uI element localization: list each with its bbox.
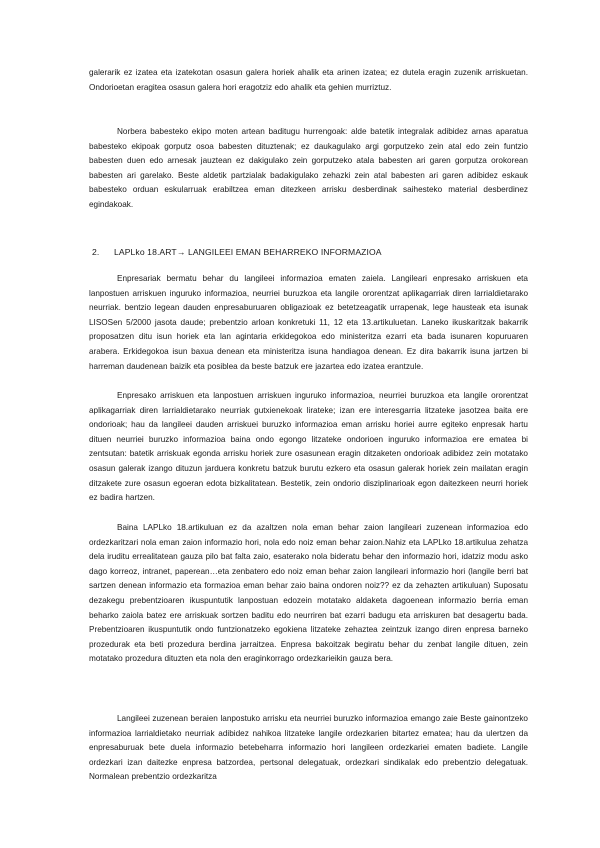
paragraph-article-18: Baina LAPLko 18.artikuluan ez da azaltzen nola eman behar zaion langileari zuzenean informazioa edo ordezkaritzari nola eman zaion informazio hori, nola edo noiz eman behar zaion.Nahiz eta LAPLko 18.artikulua zehatza dela iruditu errealitatean gauza pilo bat falta zaio, esaterako nola bideratu behar den informazio hori, idatziz modu asko dago korreoz, intranet, paperean…eta zenbatero edo noiz eman behar zaion langileari informazio hori (langile berri bat sartzen denean informazio eta formazioa eman behar zaio baina ondoren noiz?? ez da zehazten artikuluan) Suposatu dezakegu prebentzioaren ikuspuntutik lanpostuan edozein motatako aldaketa dagoenean informazio berria eman beharko zaiola batez ere arriskuak sortzen baditu edo neurriren bat ezarri badugu eta arriskuren bat desagertu bada. Prebentzioaren ikuspuntutik ondo funtzionatzeko egokiena litzateke zehaztea zeintzuk izango diren enpresa barneko prozedurak eta beti prozedura berdina jarraitzea. Enpresa bakoitzak begiratu behar du zenbat langile dituen, zein motatako prozedura dituzten eta nola den eraginkorrago ordezkarieikin gauza bera.: [89, 523, 528, 664]
section-title: LAPLko 18.ART→ LANGILEEI EMAN BEHARREKO INFORMAZIOA: [114, 247, 382, 257]
section-number: 2.: [92, 247, 100, 257]
paragraph-intro: galerarik ez izatea eta izatekotan osasun galera horiek ahalik eta arinen izatea; ez dutela eragin zuzenik arriskuetan. Ondorioetan eragitea osasun galera hori eragotziz edo ahalik eta gehien murriztuz.: [89, 68, 528, 92]
section-heading: [92, 245, 382, 259]
paragraph-protective-equipment: Norbera babesteko ekipo moten artean baditugu hurrengoak: alde batetik integralak adibidez arnas aparatua babesteko ekipoak gorputz osoa babesten dituztenak; ez daukagulako argi gorputzeko zein atal edo zein funtzio babesten duen edo arnesak jauztean ez dakigulako zein gorputzeko atala babesten ari garen gorputza orokorean babesten ari garelako. Beste aldetik partzialak badakigulako zehazki zein atal babesten ari garen adibidez eskauk babesteko orduan eskularruak erabiltzea eman ditezkeen arrisku desberdinak saihesteko material desberdinez egindakoak.: [89, 127, 528, 209]
paragraph-employer-obligations: Enpresariak bermatu behar du langileei informazioa ematen zaiela. Langileari enpresako arriskuen eta lanpostuen arriskuen inguruko informazioa, neurriei buruzkoa eta langile ororentzat aplikagarriak diren larrialdietarako neurriak. bentzio legean dauden enpresaburuaren obligazioak ez betetzeagatik urrapenak, lege hausteak eta isunak LISOSen 5/2000 jasota daude; prebentzio arloan konkretuki 11, 12 eta 13.artikuluetan. Laneko ikuskaritzak bakarrik proposatzen ditu isun horiek eta lan agintaria erkidegokoa edo ministeritza ezarri eta bada isunaren kopuruaren arabera. Erkidegokoa isun baxua denean eta ministeritza isuna handiagoa denean. Ez dira bakarrik isuna jartzen bi harreman daudenean baizik eta posiblea da beste batzuk ere jazartea edo izatea erantzule.: [89, 274, 528, 371]
paragraph-worker-representatives: Langileei zuzenean beraien lanpostuko arrisku eta neurriei buruzko informazioa emango zaie Beste gainontzeko informazioa larrialdietako neurriak adibidez nahikoa litzateke langile ordezkarien bitartez ematea; hau da ulertzen da enpresaburuak bete duela informazio betebeharra informazio hori langileen ordezkariei ematen badiete. Langile ordezkari izan daitezke enpresa batzordea, pertsonal delegatuak, ordezkari sindikalak edo prebentzio delegatuak. Normalean prebentzio ordezkaritza: [89, 714, 528, 782]
paragraph-risk-information: Enpresako arriskuen eta lanpostuen arriskuen inguruko informazioa, neurriei buruzkoa eta langile ororentzat aplikagarriak diren larrialdietarako neurriak gutxienekoak lirateke; izan ere interesgarria litzateke jasotzea baita ere ondorioak; hau da langileei dauden arriskuei buruzko informazioa eman arrisku horiei aurre egiteko enpresak hartu dituen neurriei buruzko informazioa baina ondo egongo litzateke ondorioen inguruko informazioa ere ematea bi zentsutan: batetik arriskuak egonda arrisku horiek zure osasunean eragin ditzaketen ondorioak adibidez zein motatako osasun galerak izango dituzun jarduera konkretu batzuk burutu ezkero eta osasun galerak horiek zein mailatan eragin ditzakete zure osasun egoeran edota bizkalitatean. Bestetik, zein ondorio disziplinarioak egon daitezkeen neurri horiek ez badira hartzen.: [89, 391, 528, 503]
